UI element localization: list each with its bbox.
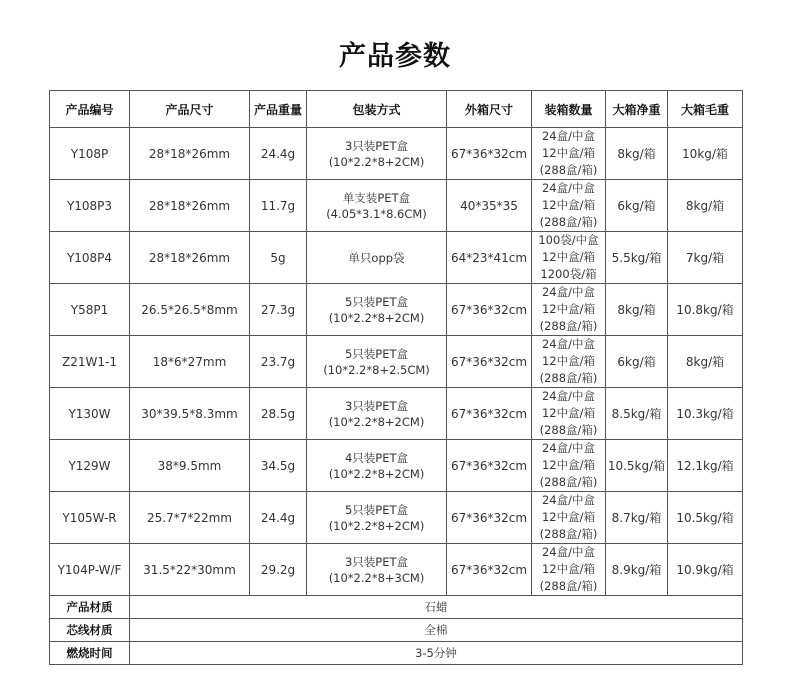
- packing-qty-line: 12中盒/箱: [541, 354, 595, 368]
- packing-qty-line: 24盒/中盒: [541, 441, 595, 455]
- packaging-cell: [307, 336, 447, 388]
- packing-qty-line: 12中盒/箱: [541, 250, 595, 264]
- footer-value: 3-5分钟: [130, 642, 743, 665]
- packing-qty-line: 24盒/中盒: [541, 389, 595, 403]
- packaging-line: 单支装PET盒: [342, 190, 411, 205]
- product-weight-cell: 5g: [250, 232, 307, 284]
- footer-row: [50, 642, 743, 665]
- packing-qty-cell: [532, 284, 606, 336]
- col-header-weight: 产品重量: [250, 91, 307, 128]
- gross-weight-cell: 8kg/箱: [668, 336, 743, 388]
- table-row: [50, 128, 743, 180]
- table-row: [50, 440, 743, 492]
- net-weight-cell: 8.5kg/箱: [606, 388, 668, 440]
- table-row: [50, 336, 743, 388]
- carton-size-cell: 67*36*32cm: [447, 284, 532, 336]
- table-row: [50, 284, 743, 336]
- packaging-cell: [307, 232, 447, 284]
- product-weight-cell: 23.7g: [250, 336, 307, 388]
- packing-qty-line: 12中盒/箱: [541, 198, 595, 212]
- packaging-line: 5只装PET盒: [344, 346, 409, 361]
- packing-qty-line: 24盒/中盒: [541, 545, 595, 559]
- packing-qty-line: (288盒/箱): [539, 215, 598, 229]
- col-header-size: 产品尺寸: [130, 91, 250, 128]
- packing-qty-cell: [532, 232, 606, 284]
- packaging-cell: [307, 492, 447, 544]
- product-size-cell: 28*18*26mm: [130, 232, 250, 284]
- product-code-cell: Z21W1-1: [50, 336, 130, 388]
- footer-label: 燃烧时间: [50, 642, 130, 665]
- packaging-line: (10*2.2*8+3CM): [328, 570, 425, 585]
- product-code-cell: Y105W-R: [50, 492, 130, 544]
- packaging-line: (10*2.2*8+2CM): [328, 466, 425, 481]
- carton-size-cell: 67*36*32cm: [447, 336, 532, 388]
- col-header-net-weight: 大箱净重: [606, 91, 668, 128]
- product-code-cell: Y108P3: [50, 180, 130, 232]
- gross-weight-cell: 10.9kg/箱: [668, 544, 743, 596]
- product-size-cell: 30*39.5*8.3mm: [130, 388, 250, 440]
- product-weight-cell: 27.3g: [250, 284, 307, 336]
- packing-qty-line: 12中盒/箱: [541, 146, 595, 160]
- packing-qty-line: (288盒/箱): [539, 163, 598, 177]
- packaging-line: 3只装PET盒: [344, 554, 409, 569]
- packing-qty-line: (288盒/箱): [539, 579, 598, 593]
- carton-size-cell: 64*23*41cm: [447, 232, 532, 284]
- net-weight-cell: 10.5kg/箱: [606, 440, 668, 492]
- net-weight-cell: 6kg/箱: [606, 180, 668, 232]
- carton-size-cell: 67*36*32cm: [447, 128, 532, 180]
- packaging-cell: [307, 128, 447, 180]
- packing-qty-cell: [532, 544, 606, 596]
- product-size-cell: 38*9.5mm: [130, 440, 250, 492]
- gross-weight-cell: 10.8kg/箱: [668, 284, 743, 336]
- gross-weight-cell: 7kg/箱: [668, 232, 743, 284]
- carton-size-cell: 67*36*32cm: [447, 440, 532, 492]
- packing-qty-line: 12中盒/箱: [541, 562, 595, 576]
- product-size-cell: 28*18*26mm: [130, 180, 250, 232]
- packing-qty-line: 12中盒/箱: [541, 406, 595, 420]
- product-code-cell: Y130W: [50, 388, 130, 440]
- product-code-cell: Y104P-W/F: [50, 544, 130, 596]
- product-weight-cell: 34.5g: [250, 440, 307, 492]
- product-weight-cell: 11.7g: [250, 180, 307, 232]
- packaging-line: (4.05*3.1*8.6CM): [326, 206, 427, 221]
- packing-qty-line: 24盒/中盒: [541, 129, 595, 143]
- packing-qty-cell: [532, 492, 606, 544]
- packaging-line: (10*2.2*8+2.5CM): [323, 362, 430, 377]
- page-title: 产品参数: [339, 41, 451, 72]
- packing-qty-line: 100袋/中盒: [538, 233, 599, 247]
- product-code-cell: Y108P: [50, 128, 130, 180]
- carton-size-cell: 67*36*32cm: [447, 544, 532, 596]
- product-code-cell: Y129W: [50, 440, 130, 492]
- packing-qty-line: (288盒/箱): [539, 423, 598, 437]
- product-code-cell: Y58P1: [50, 284, 130, 336]
- gross-weight-cell: 10.3kg/箱: [668, 388, 743, 440]
- carton-size-cell: 67*36*32cm: [447, 492, 532, 544]
- packing-qty-line: 24盒/中盒: [541, 337, 595, 351]
- packing-qty-cell: [532, 440, 606, 492]
- gross-weight-cell: 12.1kg/箱: [668, 440, 743, 492]
- packing-qty-line: (288盒/箱): [539, 319, 598, 333]
- packaging-line: (10*2.2*8+2CM): [328, 414, 425, 429]
- packing-qty-line: 12中盒/箱: [541, 510, 595, 524]
- col-header-carton-size: 外箱尺寸: [447, 91, 532, 128]
- net-weight-cell: 8.7kg/箱: [606, 492, 668, 544]
- packing-qty-cell: [532, 128, 606, 180]
- packing-qty-cell: [532, 336, 606, 388]
- packaging-line: 5只装PET盒: [344, 294, 409, 309]
- footer-value: 石蜡: [130, 596, 743, 619]
- packaging-cell: [307, 180, 447, 232]
- col-header-gross-weight: 大箱毛重: [668, 91, 743, 128]
- product-weight-cell: 29.2g: [250, 544, 307, 596]
- gross-weight-cell: 10kg/箱: [668, 128, 743, 180]
- col-header-packaging: 包装方式: [307, 91, 447, 128]
- product-spec-table: [49, 90, 743, 665]
- packaging-cell: [307, 440, 447, 492]
- net-weight-cell: 5.5kg/箱: [606, 232, 668, 284]
- footer-label: 产品材质: [50, 596, 130, 619]
- packaging-line: 3只装PET盒: [344, 398, 409, 413]
- product-weight-cell: 24.4g: [250, 492, 307, 544]
- table-row: [50, 232, 743, 284]
- footer-row: [50, 596, 743, 619]
- net-weight-cell: 6kg/箱: [606, 336, 668, 388]
- packing-qty-line: 24盒/中盒: [541, 493, 595, 507]
- packaging-line: 3只装PET盒: [344, 138, 409, 153]
- packing-qty-line: 24盒/中盒: [541, 285, 595, 299]
- carton-size-cell: 40*35*35: [447, 180, 532, 232]
- packaging-line: 单只opp袋: [348, 250, 405, 265]
- packing-qty-line: 12中盒/箱: [541, 458, 595, 472]
- col-header-code: 产品编号: [50, 91, 130, 128]
- product-size-cell: 18*6*27mm: [130, 336, 250, 388]
- packing-qty-line: (288盒/箱): [539, 527, 598, 541]
- footer-value: 全棉: [130, 619, 743, 642]
- packing-qty-line: 12中盒/箱: [541, 302, 595, 316]
- net-weight-cell: 8.9kg/箱: [606, 544, 668, 596]
- packaging-line: 5只装PET盒: [344, 502, 409, 517]
- packing-qty-line: (288盒/箱): [539, 371, 598, 385]
- carton-size-cell: 67*36*32cm: [447, 388, 532, 440]
- packaging-line: (10*2.2*8+2CM): [328, 518, 425, 533]
- packaging-line: (10*2.2*8+2CM): [328, 154, 425, 169]
- table-row: [50, 492, 743, 544]
- packaging-line: 4只装PET盒: [344, 450, 409, 465]
- footer-label: 芯线材质: [50, 619, 130, 642]
- product-size-cell: 28*18*26mm: [130, 128, 250, 180]
- packing-qty-cell: [532, 180, 606, 232]
- packing-qty-cell: [532, 388, 606, 440]
- packing-qty-line: 1200袋/箱: [540, 267, 597, 281]
- net-weight-cell: 8kg/箱: [606, 284, 668, 336]
- product-size-cell: 25.7*7*22mm: [130, 492, 250, 544]
- gross-weight-cell: 10.5kg/箱: [668, 492, 743, 544]
- packaging-cell: [307, 544, 447, 596]
- product-weight-cell: 24.4g: [250, 128, 307, 180]
- footer-row: [50, 619, 743, 642]
- packaging-line: (10*2.2*8+2CM): [328, 310, 425, 325]
- table-row: [50, 388, 743, 440]
- product-code-cell: Y108P4: [50, 232, 130, 284]
- packing-qty-line: 24盒/中盒: [541, 181, 595, 195]
- table-row: [50, 180, 743, 232]
- header-row: [50, 91, 743, 128]
- packaging-cell: [307, 284, 447, 336]
- product-size-cell: 26.5*26.5*8mm: [130, 284, 250, 336]
- product-weight-cell: 28.5g: [250, 388, 307, 440]
- net-weight-cell: 8kg/箱: [606, 128, 668, 180]
- packaging-cell: [307, 388, 447, 440]
- product-size-cell: 31.5*22*30mm: [130, 544, 250, 596]
- col-header-packing-qty: 装箱数量: [532, 91, 606, 128]
- gross-weight-cell: 8kg/箱: [668, 180, 743, 232]
- table-row: [50, 544, 743, 596]
- packing-qty-line: (288盒/箱): [539, 475, 598, 489]
